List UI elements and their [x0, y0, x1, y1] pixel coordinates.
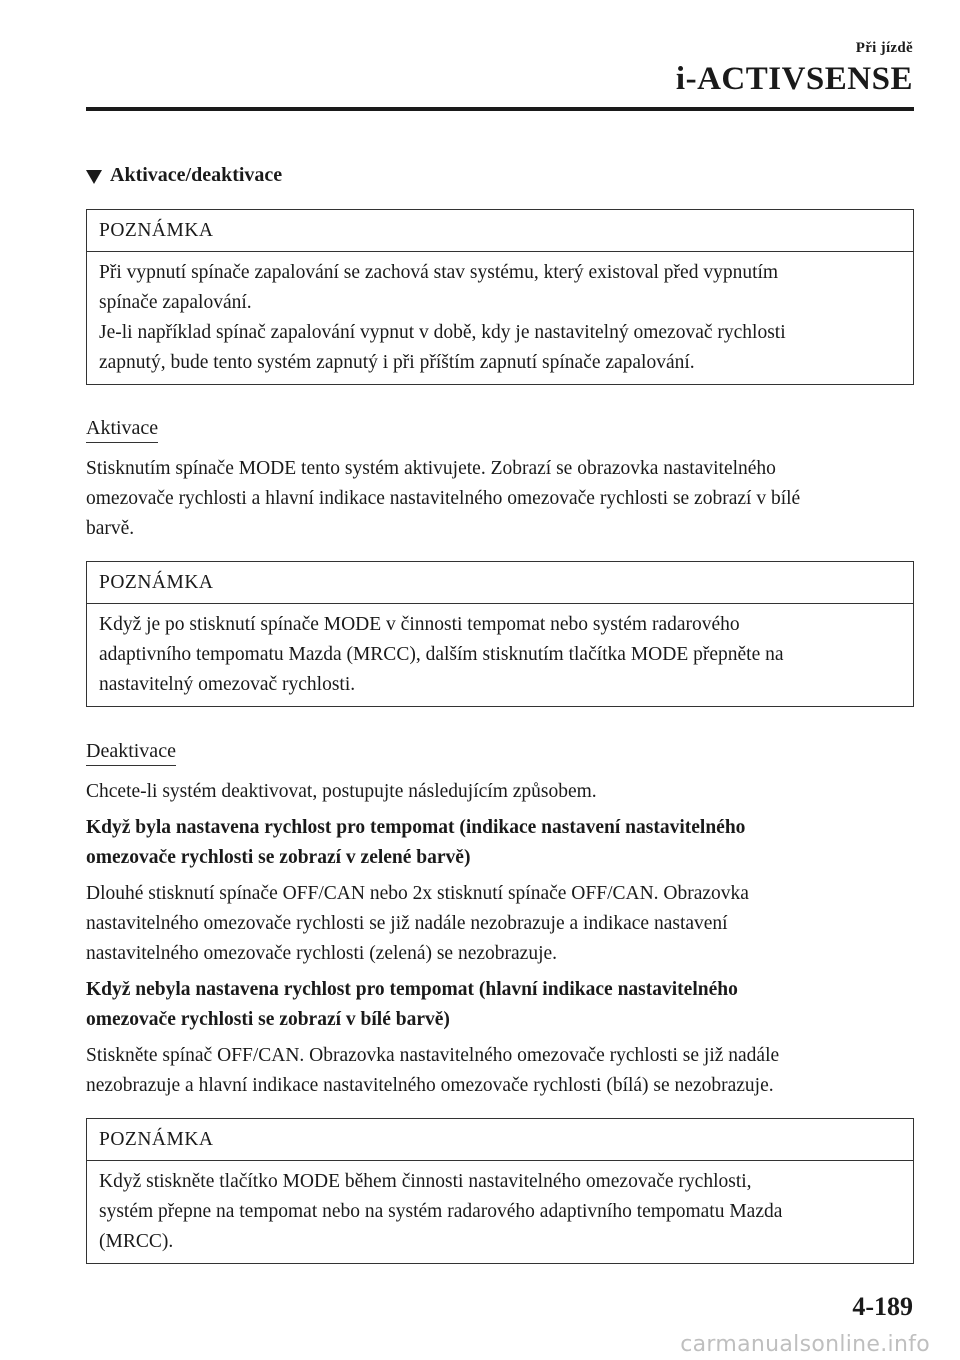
paragraph-line: Chcete-li systém deaktivovat, postupujte následujícím způsobem.: [86, 781, 597, 802]
page-content: [86, 160, 914, 1264]
note-body: [87, 1161, 913, 1263]
deactivation-intro: [86, 777, 914, 807]
note-line: systém přepne na tempomat nebo na systém radarového adaptivního tempomatu Mazda: [99, 1201, 783, 1222]
note-line: zapnutý, bude tento systém zapnutý i při příštím zapnutí spínače zapalování.: [99, 352, 695, 373]
paragraph-line: Stisknutím spínače MODE tento systém aktivujete. Zobrazí se obrazovka nastavitelného: [86, 458, 776, 479]
paragraph-line: omezovače rychlosti se zobrazí v bílé barvě): [86, 1009, 450, 1030]
note-body: [87, 252, 913, 384]
paragraph-line: nastavitelného omezovače rychlosti (zelená) se nezobrazuje.: [86, 943, 558, 964]
note-box-1: [86, 209, 914, 385]
watermark: carmanualsonline.info: [680, 1332, 930, 1357]
paragraph-line: nastavitelného omezovače rychlosti se již nadále nezobrazuje a indikace nastavení: [86, 913, 728, 934]
case1-heading: [86, 813, 914, 873]
paragraph-line: omezovače rychlosti se zobrazí v zelené barvě): [86, 847, 471, 868]
note-title: POZNÁMKA: [87, 210, 913, 252]
triangle-down-icon: [86, 170, 102, 184]
header-rule: [86, 107, 914, 111]
note-body: [87, 604, 913, 706]
note-line: spínače zapalování.: [99, 292, 252, 313]
case1-text: [86, 879, 914, 969]
paragraph-line: Stiskněte spínač OFF/CAN. Obrazovka nastavitelného omezovače rychlosti se již nadále: [86, 1045, 780, 1066]
header-chapter: i-ACTIVSENSE: [675, 61, 913, 97]
case2-heading: [86, 975, 914, 1035]
paragraph-line: Když byla nastavena rychlost pro tempomat (indikace nastavení nastavitelného: [86, 817, 746, 838]
activation-text: [86, 454, 914, 544]
note-title: POZNÁMKA: [87, 562, 913, 604]
note-line: (MRCC).: [99, 1231, 174, 1252]
paragraph-line: Když nebyla nastavena rychlost pro tempomat (hlavní indikace nastavitelného: [86, 979, 738, 1000]
note-line: nastavitelný omezovač rychlosti.: [99, 674, 356, 695]
activation-block: [86, 414, 914, 444]
note-line: Při vypnutí spínače zapalování se zachová stav systému, který existoval před vypnutím: [99, 262, 779, 283]
paragraph-line: Dlouhé stisknutí spínače OFF/CAN nebo 2x stisknutí spínače OFF/CAN. Obrazovka: [86, 883, 749, 904]
activation-heading: Aktivace: [86, 415, 158, 443]
section-heading: [86, 160, 914, 190]
note-title: POZNÁMKA: [87, 1119, 913, 1161]
note-line: adaptivního tempomatu Mazda (MRCC), dalším stisknutím tlačítka MODE přepněte na: [99, 644, 784, 665]
deactivation-block: [86, 737, 914, 767]
note-box-2: [86, 561, 914, 707]
paragraph-line: omezovače rychlosti a hlavní indikace nastavitelného omezovače rychlosti se zobrazí v bílé: [86, 488, 801, 509]
note-line: Když je po stisknutí spínače MODE v činnosti tempomat nebo systém radarového: [99, 614, 740, 635]
note-box-3: [86, 1118, 914, 1264]
deactivation-heading: Deaktivace: [86, 738, 176, 766]
running-header: [676, 40, 913, 98]
note-line: Je-li například spínač zapalování vypnut v době, kdy je nastavitelný omezovač rychlosti: [99, 322, 786, 343]
page-number: 4-189: [852, 1292, 913, 1321]
note-line: Když stiskněte tlačítko MODE během činnosti nastavitelného omezovače rychlosti,: [99, 1171, 752, 1192]
header-section: Při jízdě: [855, 40, 913, 56]
case2-text: [86, 1041, 914, 1101]
section-heading-text: Aktivace/deaktivace: [110, 164, 283, 186]
paragraph-line: barvě.: [86, 518, 135, 539]
paragraph-line: nezobrazuje a hlavní indikace nastavitelného omezovače rychlosti (bílá) se nezobrazuje.: [86, 1075, 774, 1096]
